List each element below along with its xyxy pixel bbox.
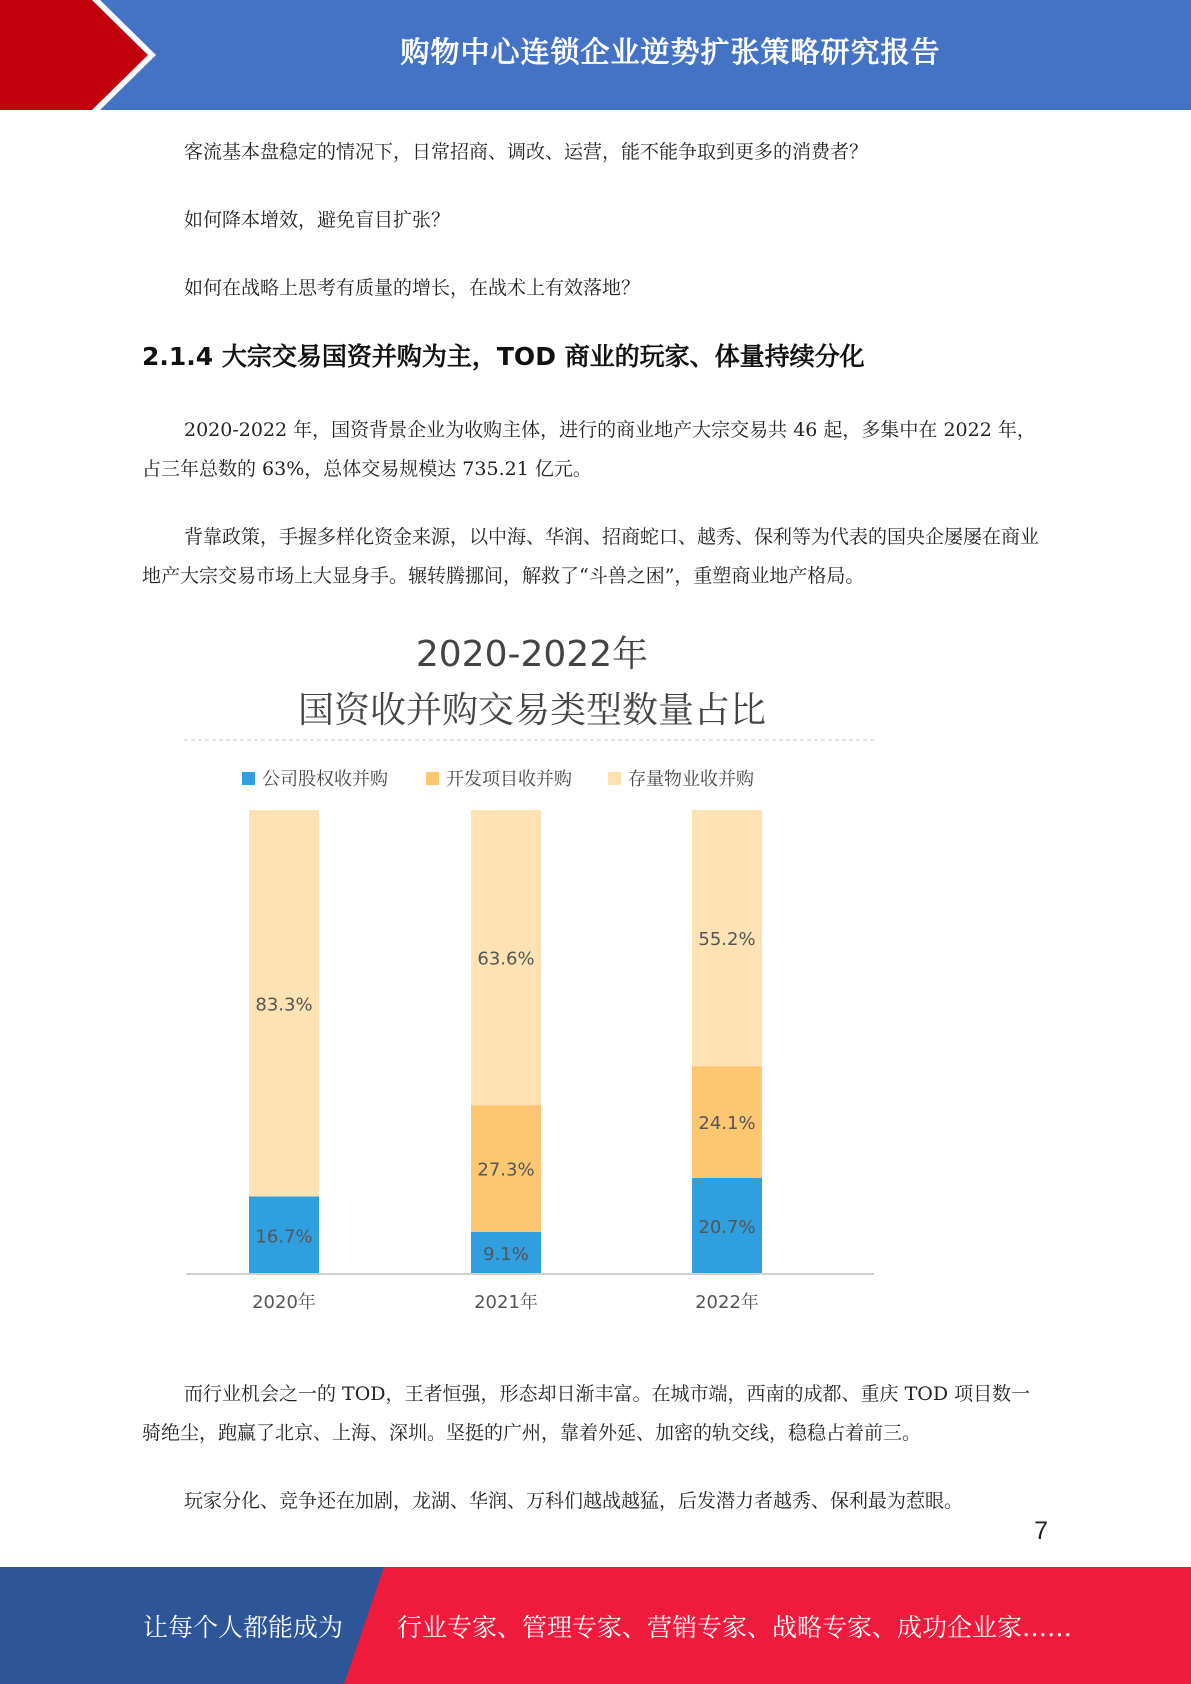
footer-slogan-right: 行业专家、管理专家、营销专家、战略专家、成功企业家…… — [397, 1612, 1073, 1642]
x-tick-label-0: 2020年 — [252, 1292, 316, 1313]
data-label-2-2: 55.2% — [698, 929, 756, 951]
x-tick-label-2: 2022年 — [695, 1292, 759, 1313]
legend-label-1: 开发项目收并购 — [446, 769, 572, 790]
chart-legend — [242, 769, 754, 790]
paragraph-2: 如何降本增效，避免盲目扩张？ — [184, 209, 451, 231]
report-title: 购物中心连锁企业逆势扩张策略研究报告 — [400, 34, 941, 69]
data-label-1-1: 27.3% — [477, 1159, 535, 1181]
x-tick-label-1: 2021年 — [474, 1292, 538, 1313]
data-label-0-2: 83.3% — [255, 994, 313, 1016]
chart-title: 2020-2022年 — [415, 634, 649, 675]
chart-bars — [249, 810, 762, 1274]
section-heading: 2.1.4 大宗交易国资并购为主，TOD 商业的玩家、体量持续分化 — [142, 342, 865, 371]
data-label-0-0: 16.7% — [255, 1226, 313, 1248]
data-label-1-0: 9.1% — [483, 1243, 529, 1265]
chart-x-labels — [252, 1291, 759, 1313]
legend-swatch-2 — [608, 772, 621, 785]
page-footer — [0, 1567, 1191, 1684]
header-arrow-icon — [0, 0, 160, 110]
footer-slogan-left: 让每个人都能成为 — [143, 1612, 344, 1642]
legend-label-0: 公司股权收并购 — [262, 769, 388, 790]
stacked-bar-chart — [170, 620, 890, 1340]
legend-swatch-0 — [242, 772, 255, 785]
data-label-2-0: 20.7% — [698, 1216, 756, 1238]
legend-label-2: 存量物业收并购 — [628, 769, 754, 790]
data-label-2-1: 24.1% — [698, 1113, 756, 1135]
section-paragraph-2: 背靠政策，手握多样化资金来源，以中海、华润、招商蛇口、越秀、保利等为代表的国央企屡屡在商业地产大宗交易市场上大显身手。辗转腾挪间，解救了“斗兽之困”，重塑商业地产格局。 — [142, 526, 1040, 587]
page-header — [0, 0, 1191, 110]
paragraph-1: 客流基本盘稳定的情况下，日常招商、调改、运营，能不能争取到更多的消费者？ — [184, 141, 869, 163]
data-label-1-2: 63.6% — [477, 948, 535, 970]
header-arrow-red — [0, 0, 148, 110]
paragraph-3: 如何在战略上思考有质量的增长，在战术上有效落地？ — [184, 277, 641, 299]
legend-swatch-1 — [426, 772, 439, 785]
page-number: 7 — [1034, 1517, 1048, 1545]
chart-subtitle: 国资收并购交易类型数量占比 — [297, 690, 767, 731]
section-paragraph-1: 2020-2022 年，国资背景企业为收购主体，进行的商业地产大宗交易共 46 起，多集中在 2022 年，占三年总数的 63%，总体交易规模达 735.21 亿元。 — [142, 419, 1036, 480]
after-paragraph-1: 而行业机会之一的 TOD，王者恒强，形态却日渐丰富。在城市端，西南的成都、重庆 TOD 项目数一骑绝尘，跑赢了北京、上海、深圳。坚挺的广州，靠着外延、加密的轨交线，稳稳占着前三。 — [142, 1383, 1031, 1444]
after-paragraph-2: 玩家分化、竞争还在加剧，龙湖、华润、万科们越战越猛，后发潜力者越秀、保利最为惹眼。 — [184, 1490, 964, 1512]
